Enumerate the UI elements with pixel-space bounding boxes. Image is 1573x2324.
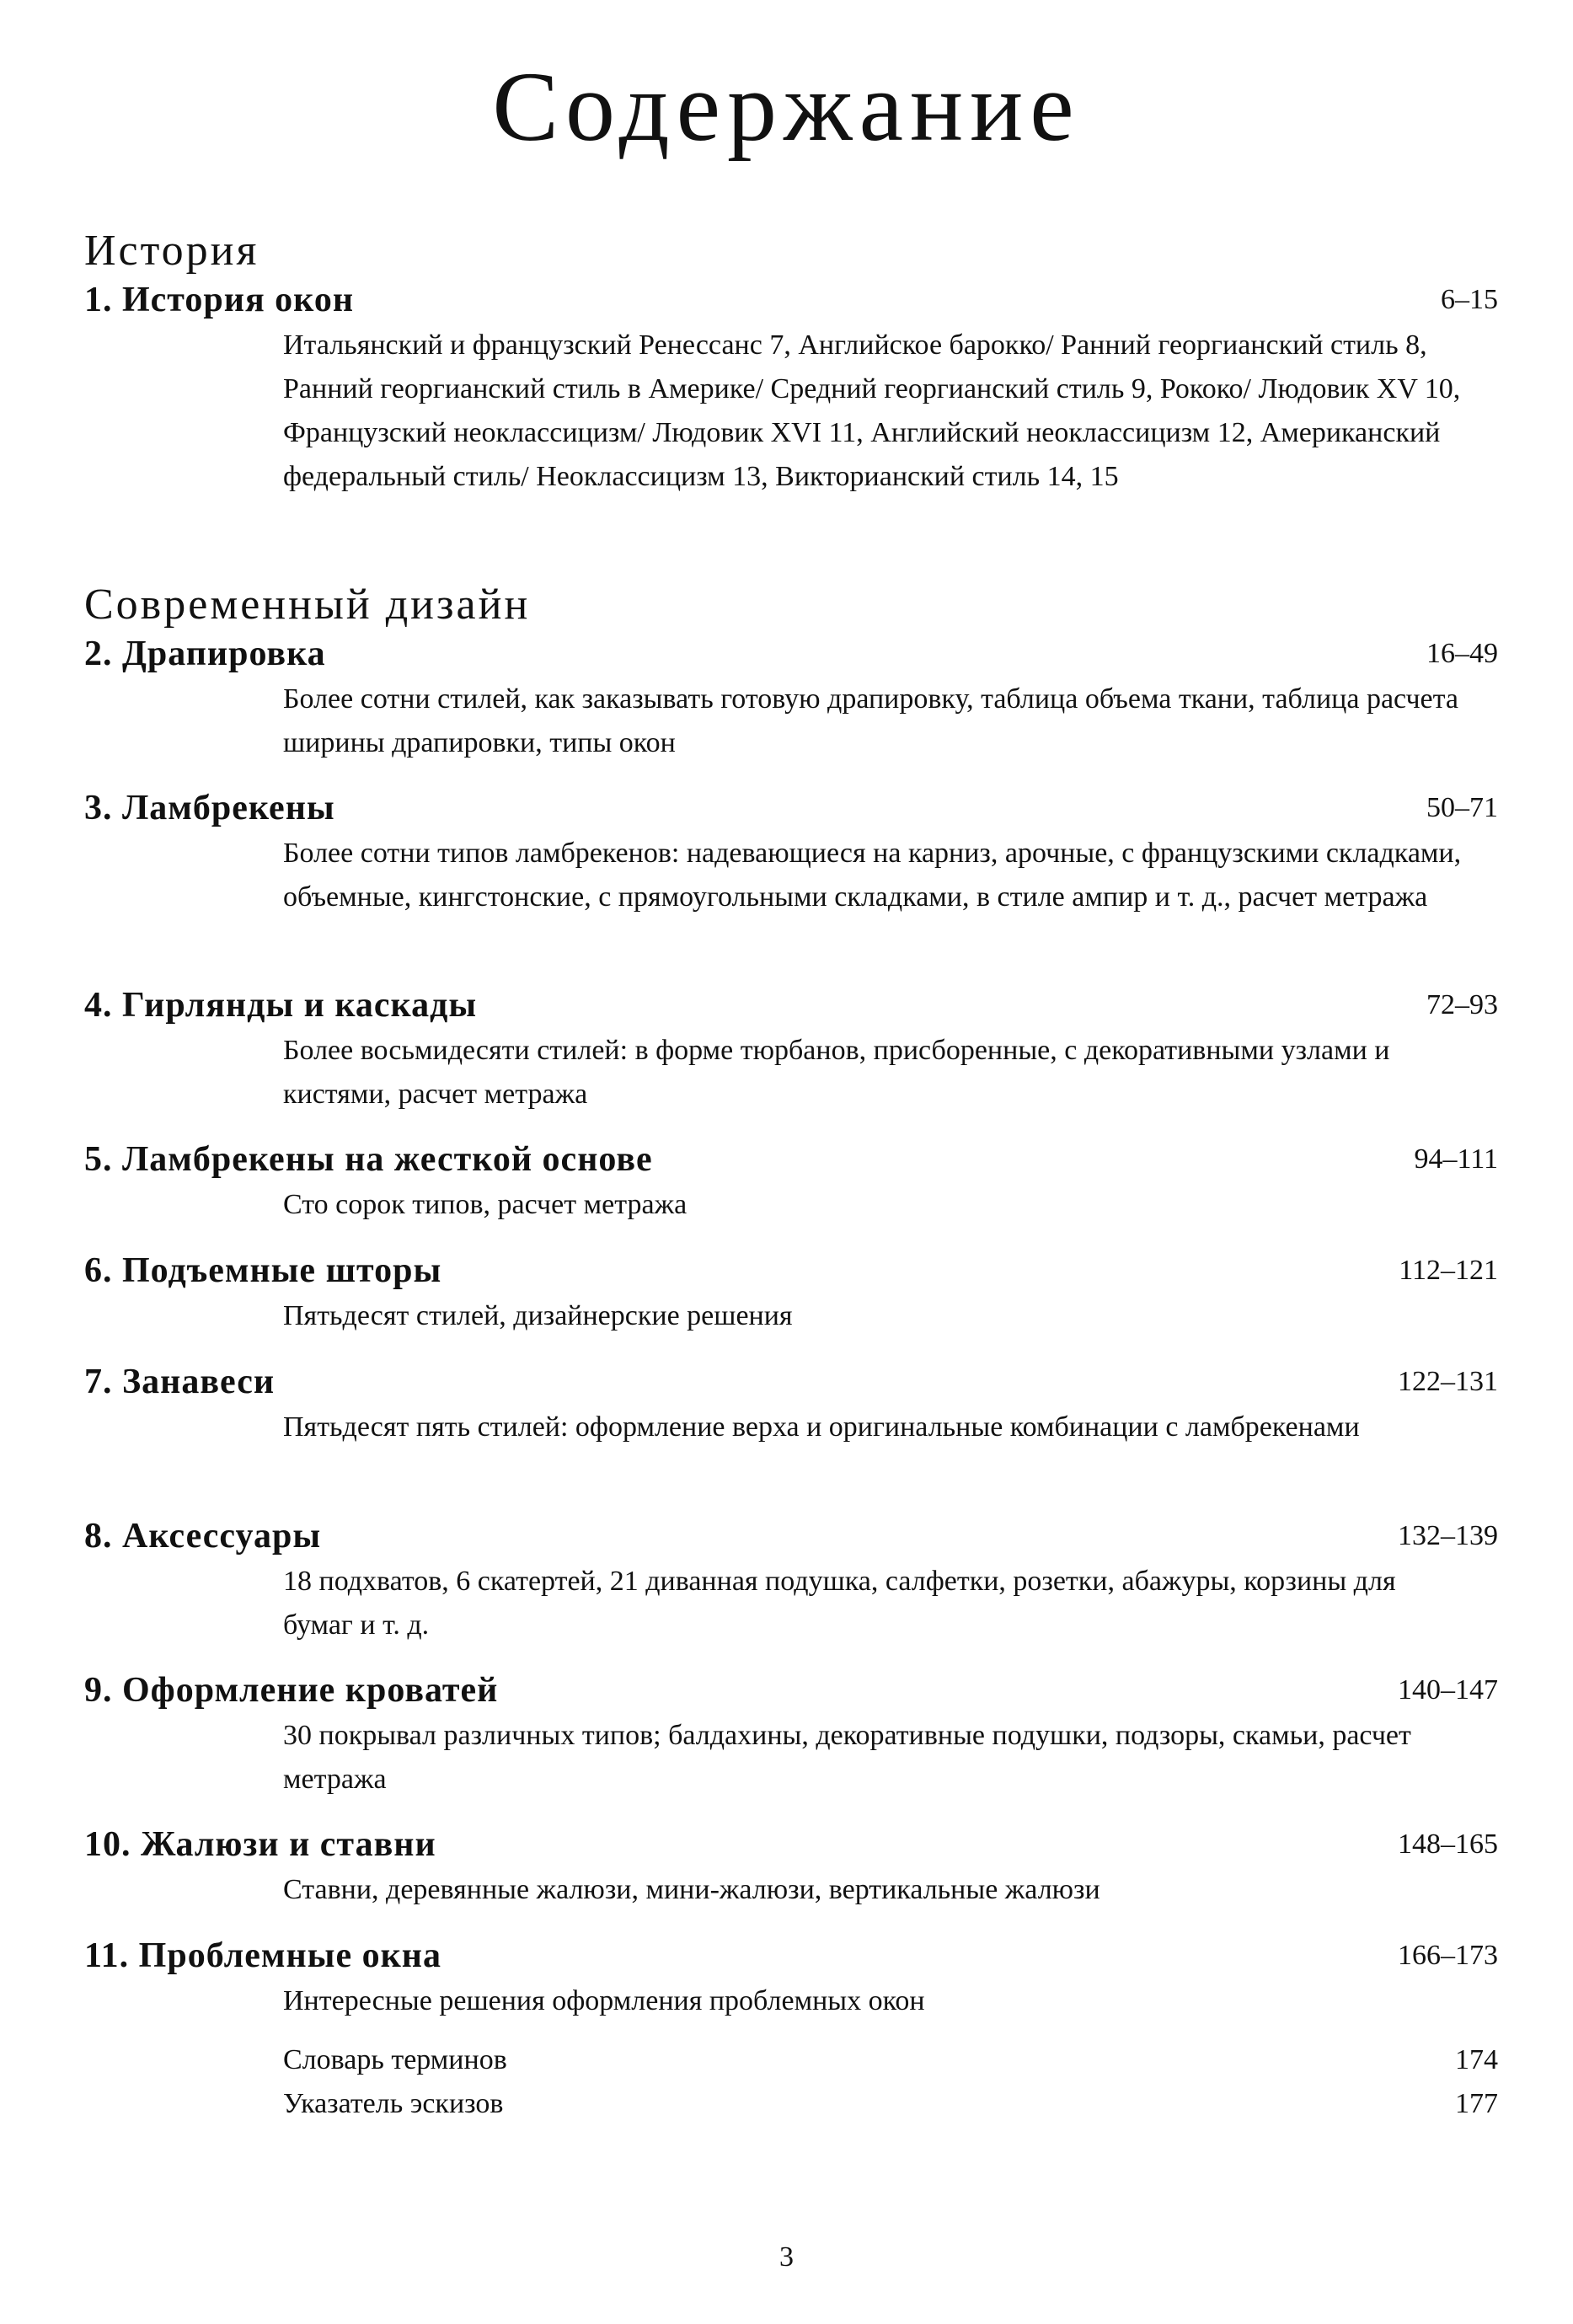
entry-description: Более сотни типов ламбрекенов: надевающиеся на карниз, арочные, с французскими складками, объемные, кингстонские, с прямоугольными складками, в стиле ампир и т. д., расчет метража: [283, 838, 1462, 913]
entry-pages: 140–147: [1398, 1674, 1498, 1706]
entry-description: Ставни, деревянные жалюзи, мини-жалюзи, вертикальные жалюзи: [283, 1874, 1100, 1905]
entry-pages: 132–139: [1398, 1520, 1498, 1551]
glossary-entry: [283, 2038, 1498, 2082]
entry-title: 4. Гирлянды и каскады: [84, 986, 478, 1025]
page-number: 3: [779, 2241, 794, 2273]
entry-description: Сто сорок типов, расчет метража: [283, 1189, 688, 1220]
entry-pages: 6–15: [1441, 284, 1498, 315]
entry-description: Интересные решения оформления проблемных окон: [283, 1985, 925, 2016]
entry-description: Пятьдесят пять стилей: оформление верха и оригинальные комбинации с ламбрекенами: [283, 1411, 1360, 1443]
toc-entry-8: [84, 1514, 1498, 1647]
entry-description: 18 подхватов, 6 скатертей, 21 диванная подушка, салфетки, розетки, абажуры, корзины для бумаг и т. д.: [283, 1566, 1396, 1641]
toc-entry-2: [84, 632, 1498, 765]
sketch-index-pages: 177: [1455, 2088, 1498, 2119]
sketch-index-label: Указатель эскизов: [283, 2088, 504, 2119]
entry-description: Более сотни стилей, как заказывать готовую драпировку, таблица объема ткани, таблица расчета ширины драпировки, типы окон: [283, 683, 1458, 758]
entry-title: 9. Оформление кроватей: [84, 1671, 499, 1710]
entry-title: 2. Драпировка: [84, 635, 326, 673]
entry-description: Более восьмидесяти стилей: в форме тюрбанов, присборенные, с декоративными узлами и кистями, расчет метража: [283, 1035, 1390, 1110]
entry-pages: 16–49: [1426, 638, 1498, 669]
entry-pages: 112–121: [1399, 1255, 1498, 1286]
entry-pages: 50–71: [1426, 792, 1498, 823]
entry-title: 11. Проблемные окна: [84, 1936, 442, 1975]
entry-title: 7. Занавеси: [84, 1363, 276, 1401]
toc-entry-1: [84, 278, 1498, 499]
entry-title: 5. Ламбрекены на жесткой основе: [84, 1140, 653, 1179]
entry-description: Пятьдесят стилей, дизайнерские решения: [283, 1300, 793, 1331]
entry-title: 10. Жалюзи и ставни: [84, 1825, 436, 1864]
entry-title: 1. История окон: [84, 281, 355, 319]
sketch-index-entry: [283, 2082, 1498, 2126]
toc-entry-3: [84, 786, 1498, 919]
entry-title: 8. Аксессуары: [84, 1517, 322, 1556]
toc-entry-9: [84, 1668, 1498, 1802]
toc-entry-7: [84, 1360, 1498, 1449]
toc-entry-10: [84, 1823, 1498, 1912]
section-heading-modern-design: Современный дизайн: [84, 581, 531, 629]
toc-entry-6: [84, 1249, 1498, 1338]
entry-pages: 166–173: [1398, 1940, 1498, 1971]
section-heading-history: История: [84, 227, 259, 275]
page-title: Содержание: [492, 51, 1081, 162]
glossary-label: Словарь терминов: [283, 2044, 507, 2075]
entry-pages: 94–111: [1414, 1143, 1498, 1175]
entry-pages: 122–131: [1398, 1366, 1498, 1397]
toc-entry-4: [84, 983, 1498, 1116]
entry-pages: 72–93: [1426, 989, 1498, 1020]
entry-title: 6. Подъемные шторы: [84, 1251, 442, 1290]
entry-description: 30 покрывал различных типов; балдахины, декоративные подушки, подзоры, скамьи, расчет метража: [283, 1720, 1411, 1795]
toc-entry-5: [84, 1138, 1498, 1227]
entry-pages: 148–165: [1398, 1829, 1498, 1860]
toc-entry-11: [84, 1934, 1498, 2023]
glossary-pages: 174: [1455, 2044, 1498, 2075]
entry-description: Итальянский и французский Ренессанс 7, Английское барокко/ Ранний георгианский стиль 8, Ранний георгианский стиль в Америке/ Средний георгианский стиль 9, Рококо/ Людовик XV 10, Французский неоклассицизм/ Людовик XVI 11, Английский неоклассицизм 12, Американский федеральный стиль/ Неоклассицизм 13, Викторианский стиль 14, 15: [283, 329, 1461, 492]
entry-title: 3. Ламбрекены: [84, 789, 335, 827]
